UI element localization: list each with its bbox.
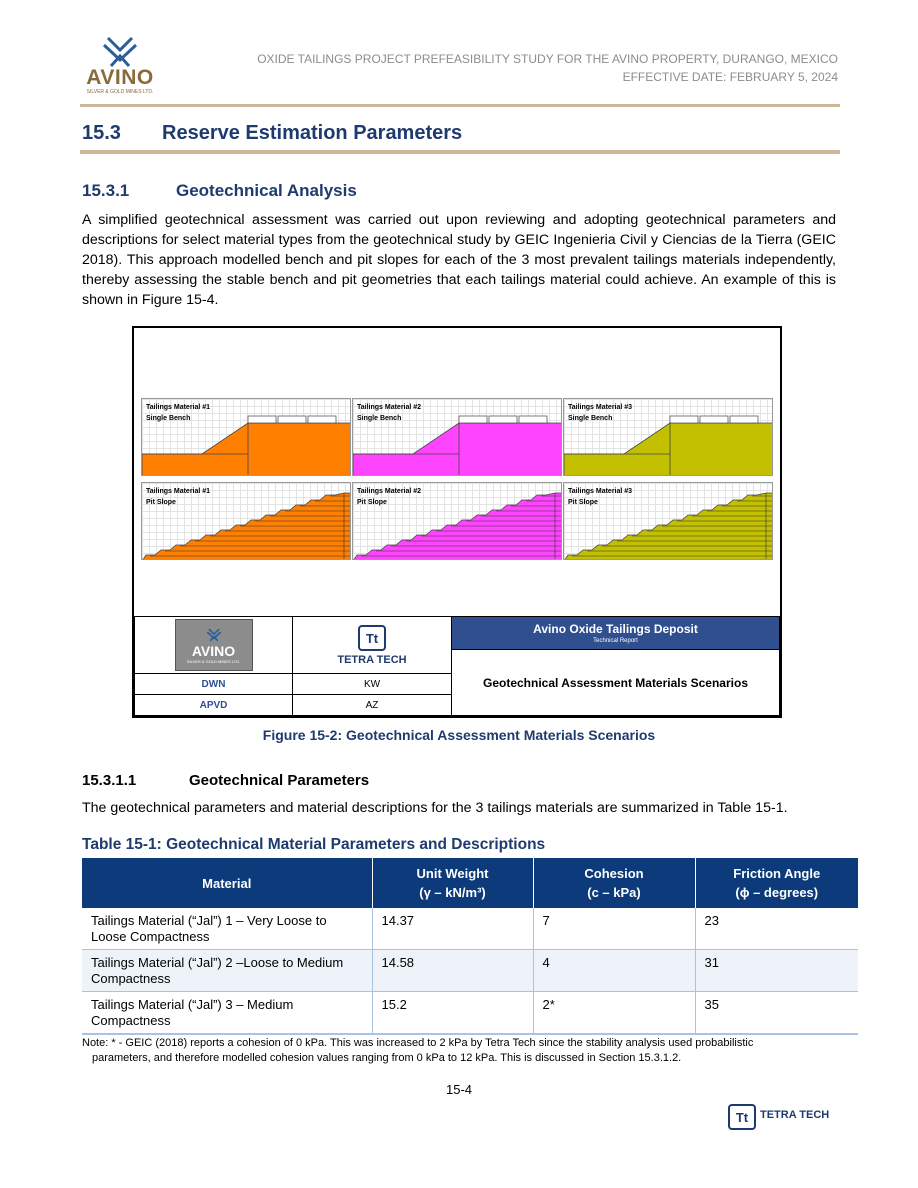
tb-apvd-value: AZ	[292, 694, 452, 716]
panel-label	[568, 486, 632, 508]
title-block-drawing-title: Geotechnical Assessment Materials Scenarios	[451, 649, 780, 716]
title-block	[134, 616, 780, 716]
table-caption: Table 15-1: Geotechnical Material Parameters and Descriptions	[82, 836, 546, 853]
header-rule	[80, 104, 840, 107]
subsubsection-number: 15.3.1.1	[82, 772, 137, 789]
surface-load-block	[459, 416, 487, 423]
table-row	[82, 908, 858, 950]
header-unit-weight: Unit Weight (γ – kN/m³)	[372, 858, 533, 908]
subsubsection-heading	[82, 772, 369, 789]
title-block-tetratech-cell	[292, 616, 452, 674]
tb-logo-sub: SILVER & GOLD MINES LTD.	[186, 658, 241, 664]
panel-material-label: Tailings Material #1	[146, 488, 211, 495]
logo-wordmark: AVINO	[86, 66, 154, 89]
panel-label	[568, 402, 632, 424]
panel-material-label: Tailings Material #3	[568, 404, 633, 411]
bench-profile	[564, 423, 773, 476]
tb-company: TETRA TECH	[337, 653, 407, 666]
panel-material-label: Tailings Material #3	[568, 488, 633, 495]
cell-friction-angle: 35	[695, 992, 858, 1035]
section-rule	[80, 150, 840, 154]
panel-material-label: Tailings Material #1	[146, 404, 211, 411]
note-line-1: Note: * - GEIC (2018) reports a cohesion of 0 kPa. This was increased to 2 kPa by Tetra Tech since the stability analysis used probabilistic	[82, 1037, 754, 1049]
pit-slope-panel	[352, 482, 562, 560]
header-date: EFFECTIVE DATE: FEBRUARY 5, 2024	[622, 70, 838, 84]
table-header-row	[82, 858, 858, 908]
panel-material-label: Tailings Material #2	[357, 404, 422, 411]
table-row	[82, 992, 858, 1035]
surface-load-block	[308, 416, 336, 423]
panel-label	[146, 402, 210, 424]
figure-geotechnical-scenarios	[132, 326, 782, 718]
panel-label	[357, 486, 421, 508]
bench-profile	[353, 423, 562, 476]
tb-report: Technical Report	[593, 638, 638, 644]
cell-cohesion: 2*	[533, 992, 695, 1035]
title-block-project-cell	[451, 616, 780, 650]
cell-material: Tailings Material (“Jal”) 1 – Very Loose to Loose Compactness	[82, 908, 372, 950]
subsection-number: 15.3.1	[82, 181, 130, 200]
logo-subtitle: SILVER & GOLD MINES LTD.	[86, 89, 154, 95]
tetra-tech-icon	[358, 625, 386, 651]
panel-scenario-label: Pit Slope	[146, 499, 176, 506]
figure-caption: Figure 15-2: Geotechnical Assessment Materials Scenarios	[262, 727, 656, 743]
tb-apvd-label: APVD	[134, 694, 293, 716]
pit-slope-panel	[563, 482, 773, 560]
body-paragraph-2: The geotechnical parameters and material descriptions for the 3 tailings materials are summarized in Table 15-1.	[82, 800, 788, 816]
section-heading	[82, 122, 462, 145]
surface-load-block	[670, 416, 698, 423]
surface-load-block	[248, 416, 276, 423]
title-block-logo-cell	[134, 616, 293, 674]
header-friction-angle: Friction Angle (ϕ – degrees)	[695, 858, 858, 908]
note-line-2: parameters, and therefore modelled cohesion values ranging from 0 kPa to 12 kPa. This is discussed in Section 15.3.1.2.	[92, 1052, 682, 1064]
cell-cohesion: 4	[533, 950, 695, 992]
tb-dwn-label: DWN	[134, 673, 293, 695]
subsubsection-title: Geotechnical Parameters	[189, 772, 370, 789]
cell-friction-angle: 31	[695, 950, 858, 992]
cell-material: Tailings Material (“Jal”) 3 – Medium Compactness	[82, 992, 372, 1035]
panel-scenario-label: Pit Slope	[357, 499, 387, 506]
panel-material-label: Tailings Material #2	[357, 488, 422, 495]
bench-profile	[142, 423, 351, 476]
page-number: 15-4	[445, 1082, 473, 1097]
section-number: 15.3	[82, 122, 121, 144]
tb-dwn-value: KW	[292, 673, 452, 695]
panel-scenario-label: Single Bench	[357, 415, 402, 422]
surface-load-block	[489, 416, 517, 423]
footer-company: TETRA TECH	[760, 1109, 830, 1121]
pit-slope-panel	[141, 482, 351, 560]
single-bench-panel	[563, 398, 773, 476]
body-paragraph-1: A simplified geotechnical assessment was carried out upon reviewing and adopting geotechnical parameters and descriptions for select material types from the geotechnical study by GEIC Ingenieria Civil y Ciencias de la Tierra (GEIC 2018). This approach modelled bench and pit slopes for each of the 3 most prevalent tailings materials independently, thereby assessing the stable bench and pit geometries that each tailings material could achieve. An example of this is shown in Figure 15-4.	[82, 212, 836, 308]
cell-friction-angle: 23	[695, 908, 858, 950]
avino-logo-small	[175, 619, 253, 671]
svg-text:Tt: Tt	[365, 630, 379, 646]
panel-label	[146, 486, 210, 508]
surface-load-block	[700, 416, 728, 423]
panel-scenario-label: Pit Slope	[568, 499, 598, 506]
surface-load-block	[730, 416, 758, 423]
cell-unit-weight: 15.2	[372, 992, 533, 1035]
header-title: OXIDE TAILINGS PROJECT PREFEASIBILITY STUDY FOR THE AVINO PROPERTY, DURANGO, MEXICO	[257, 52, 838, 66]
panel-label	[357, 402, 421, 424]
cell-unit-weight: 14.37	[372, 908, 533, 950]
surface-load-block	[278, 416, 306, 423]
table-note	[82, 1036, 832, 1066]
avino-mark-icon	[199, 627, 229, 643]
header-cohesion: Cohesion (c – kPa)	[533, 858, 695, 908]
panel-scenario-label: Single Bench	[568, 415, 613, 422]
tb-logo-word: AVINO	[191, 642, 236, 659]
svg-text:Tt: Tt	[735, 1110, 749, 1125]
subsection-heading	[82, 181, 357, 201]
cell-unit-weight: 14.58	[372, 950, 533, 992]
geotechnical-parameters-table	[82, 858, 858, 1035]
single-bench-panel	[141, 398, 351, 476]
cell-cohesion: 7	[533, 908, 695, 950]
subsection-title: Geotechnical Analysis	[176, 181, 357, 200]
cell-material: Tailings Material (“Jal”) 2 –Loose to Medium Compactness	[82, 950, 372, 992]
tb-project: Avino Oxide Tailings Deposit	[533, 622, 698, 636]
table-row	[82, 950, 858, 992]
surface-load-block	[519, 416, 547, 423]
single-bench-panel	[352, 398, 562, 476]
section-title: Reserve Estimation Parameters	[162, 122, 463, 144]
panel-scenario-label: Single Bench	[146, 415, 191, 422]
header-material: Material	[82, 858, 372, 908]
footer-tetra-tech-icon	[728, 1104, 756, 1135]
